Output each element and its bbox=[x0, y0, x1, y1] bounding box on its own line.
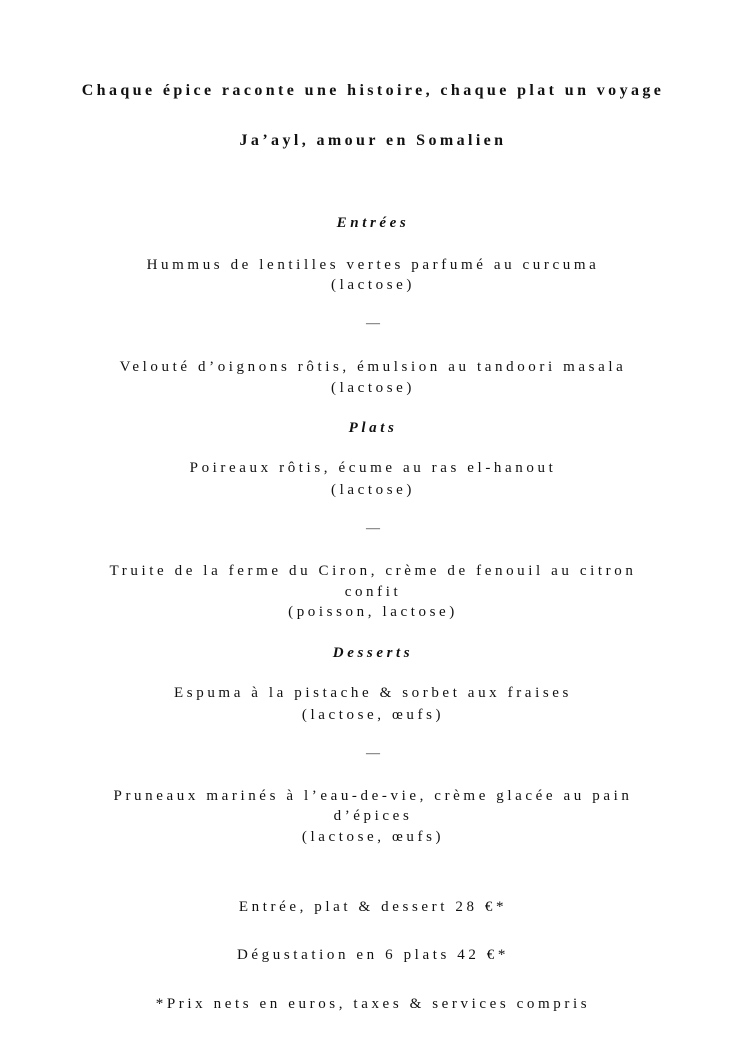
dish-allergens: (lactose, œufs) bbox=[301, 707, 445, 723]
dish-name: Truite de la ferme du Ciron, crème de fenouil au citron bbox=[109, 563, 637, 579]
section-title-entrees: Entrées bbox=[336, 215, 410, 231]
dish-name: Espuma à la pistache & sorbet aux fraises bbox=[174, 685, 572, 701]
price-formula: Entrée, plat & dessert 28 €* bbox=[238, 899, 508, 915]
section-title-desserts: Desserts bbox=[332, 645, 414, 661]
dish-name: Hummus de lentilles vertes parfumé au curcuma bbox=[146, 257, 600, 273]
dish-allergens: (poisson, lactose) bbox=[288, 604, 458, 620]
dish-allergens: (lactose) bbox=[330, 277, 416, 293]
dish-name-continued: confit bbox=[344, 584, 402, 600]
section-title-plats: Plats bbox=[348, 420, 398, 436]
dish-allergens: (lactose) bbox=[330, 482, 416, 498]
dish-name: Poireaux rôtis, écume au ras el-hanout bbox=[189, 460, 557, 476]
dish-separator: — bbox=[366, 746, 380, 761]
dish-separator: — bbox=[366, 316, 380, 331]
dish-name: Velouté d’oignons rôtis, émulsion au tandoori masala bbox=[119, 359, 627, 375]
menu-subtitle: Ja’ayl, amour en Somalien bbox=[239, 132, 507, 149]
dish-name: Pruneaux marinés à l’eau-de-vie, crème glacée au pain bbox=[113, 788, 633, 804]
dish-allergens: (lactose) bbox=[330, 380, 416, 396]
dish-allergens: (lactose, œufs) bbox=[301, 829, 445, 845]
price-tasting: Dégustation en 6 plats 42 €* bbox=[236, 947, 510, 963]
menu-tagline: Chaque épice raconte une histoire, chaque plat un voyage bbox=[81, 82, 665, 99]
dish-name-continued: d’épices bbox=[333, 808, 413, 824]
dish-separator: — bbox=[366, 521, 380, 536]
price-note: *Prix nets en euros, taxes & services compris bbox=[155, 996, 591, 1012]
